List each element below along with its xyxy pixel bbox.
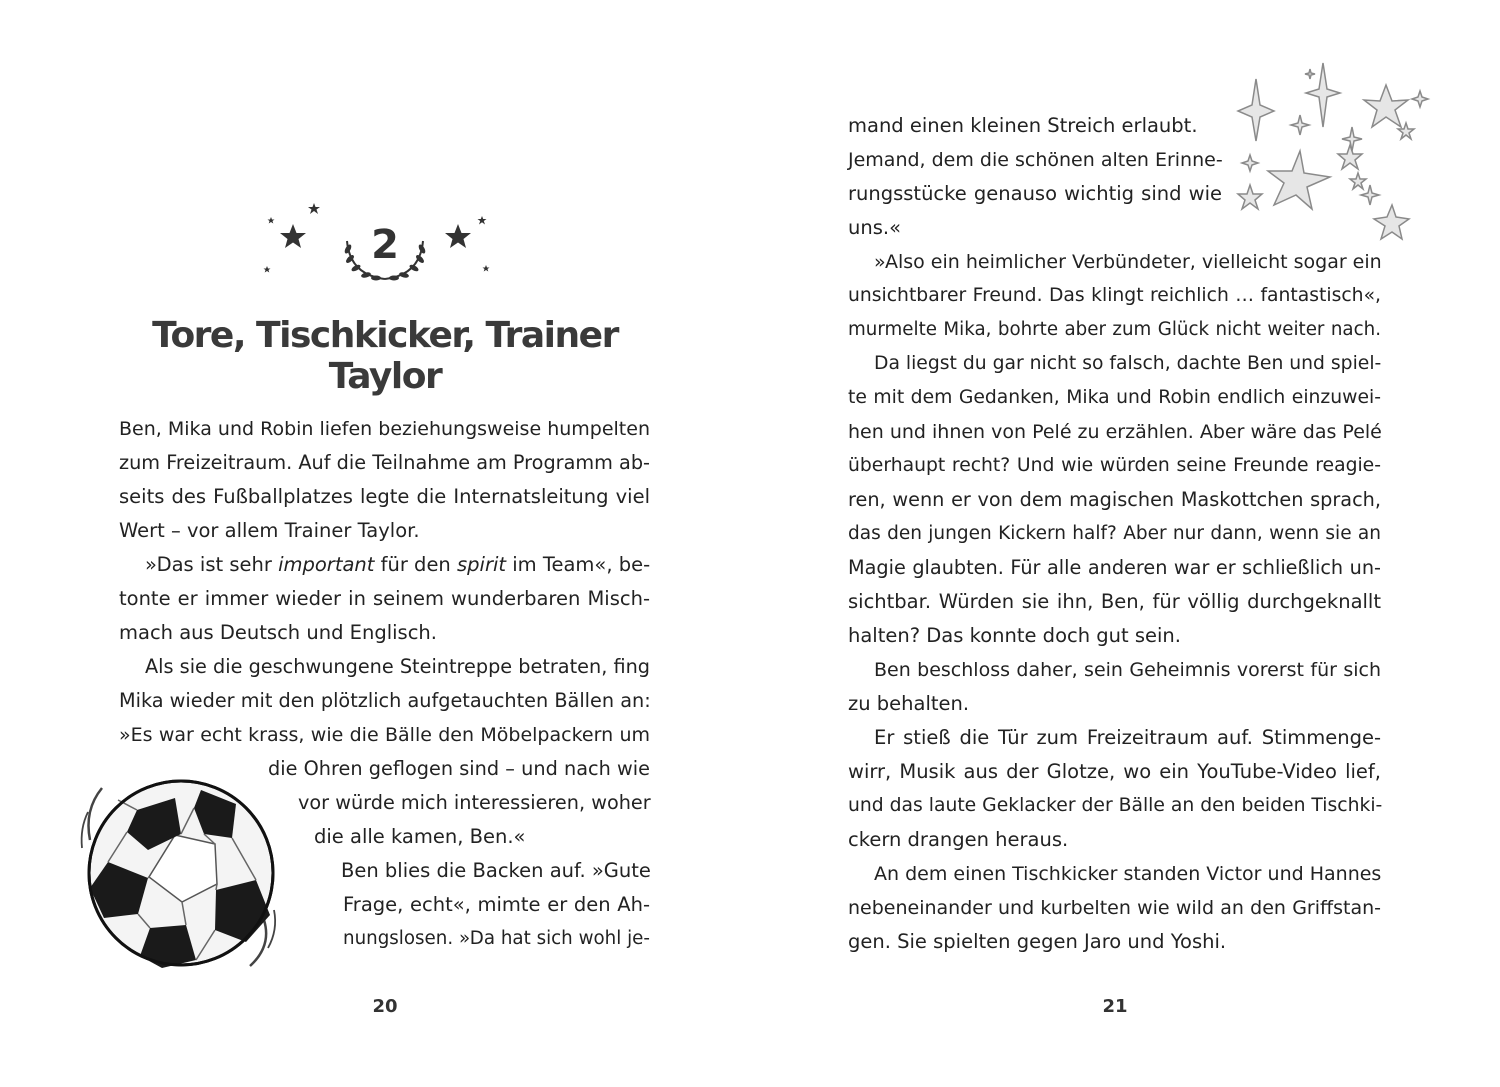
star-icon [268,217,275,224]
text-line: die Ohren geflogen sind – und nach wie [268,757,650,780]
text-line: te mit dem Gedanken, Mika und Robin endlich einzuwei- [848,387,1381,408]
text-line: Ben beschloss daher, sein Geheimnis vorerst für sich [874,659,1381,681]
sparkle-icon [1242,155,1258,171]
text-line: »Also ein heimlicher Verbündeter, vielleicht sogar ein [874,251,1382,273]
text-line: tonte er immer wieder in seinem wunderbaren Misch- [119,587,650,610]
text-line: das den jungen Kickern half? Aber nur dann, wenn sie an [848,523,1381,544]
text-line: Da liegst du gar nicht so falsch, dachte Ben und spiel- [874,353,1382,374]
text-line: vor würde mich interessieren, woher [298,791,651,814]
text-line: An dem einen Tischkicker standen Victor und Hannes [874,863,1382,885]
sparkle-icon [1238,79,1274,141]
text-line: nebeneinander und kurbelten wie wild an den Griffstan- [848,897,1381,919]
sparkle-icon [1342,127,1362,151]
text-line: Als sie die geschwungene Steintreppe betraten, fing [145,655,650,678]
star-icon [1350,173,1366,189]
text-line: Jemand, dem die schönen alten Erinne- [848,149,1223,171]
text-line: Wert – vor allem Trainer Taylor. [119,519,420,542]
star-icon [1338,145,1362,169]
star-icon [1364,85,1408,127]
text-line: Magie glaubten. Für alle anderen war er schließlich un- [848,556,1381,579]
star-icon [280,224,306,248]
text-line: ren, wenn er von dem magischen Maskottchen sprach, [848,488,1381,511]
text-line: mach aus Deutsch und Englisch. [119,621,437,644]
text-line: »Es war echt krass, wie die Bälle den Möbelpackern um [119,724,650,746]
star-icon [483,265,490,272]
text-line: gen. Sie spielten gegen Jaro und Yoshi. [848,930,1227,953]
star-icon [264,266,271,273]
chapter-number: 2 [371,222,399,268]
text-line: Ben, Mika und Robin liefen beziehungsweise humpelten [119,418,650,440]
chapter-title: Tore, Tischkicker, Trainer Taylor [152,315,618,397]
text-line: rungsstücke genauso wichtig sind wie [848,182,1222,205]
sparkle-icon [1305,69,1315,79]
text-line: nungslosen. »Da hat sich wohl je- [343,928,650,949]
text-line: überhaupt recht? Und wie würden seine Freunde reagie- [848,455,1381,476]
text-line: Ben blies die Backen auf. »Gute [341,859,651,882]
right-page [750,0,1500,1087]
text-line: und das laute Geklacker der Bälle an den beiden Tischki- [848,795,1383,816]
text-line: hen und ihnen von Pelé zu erzählen. Aber wäre das Pelé [848,421,1382,443]
text-line: Mika wieder mit den plötzlich aufgetauchten Bällen an: [119,689,651,712]
text-line: mand einen kleinen Streich erlaubt. [848,114,1198,137]
soccer-ball-icon [78,770,278,970]
text-line: halten? Das konnte doch gut sein. [848,624,1181,647]
text-line: Frage, echt«, mimte er den Ah- [343,893,650,916]
star-icon [1268,151,1330,209]
text-line: zu behalten. [848,692,970,715]
sparkle-icon [1291,115,1309,135]
text-line: Er stieß die Tür zum Freizeitraum auf. Stimmenge- [874,726,1381,749]
text-line: wirr, Musik aus der Glotze, wo ein YouTube-Video lief, [848,760,1381,783]
star-icon [308,203,320,214]
star-icon [1374,205,1409,239]
text-line: murmelte Mika, bohrte aber zum Glück nicht weiter nach. [848,319,1381,340]
sparkle-icon [1412,91,1428,107]
star-icon [1238,185,1262,209]
text-line: seits des Fußballplatzes legte die Internatsleitung viel [119,485,650,508]
text-line: ckern drangen heraus. [848,828,1069,851]
page-number: 20 [372,996,398,1017]
text-line: uns.« [848,216,902,239]
sparkle-icon [1361,185,1379,205]
text-line: »Das ist sehr important für den spirit im Team«, be- [145,553,651,576]
text-line: sichtbar. Würden sie ihn, Ben, für völlig durchgeknallt [848,590,1381,613]
text-line: unsichtbarer Freund. Das klingt reichlich … fantastisch«, [848,285,1381,306]
text-line: die alle kamen, Ben.« [314,825,526,848]
star-icon [445,224,471,248]
page-number: 21 [1102,996,1128,1017]
sparkle-stars-decoration [1210,55,1450,255]
star-icon [478,216,487,225]
text-line: zum Freizeitraum. Auf die Teilnahme am Programm ab- [119,451,650,474]
